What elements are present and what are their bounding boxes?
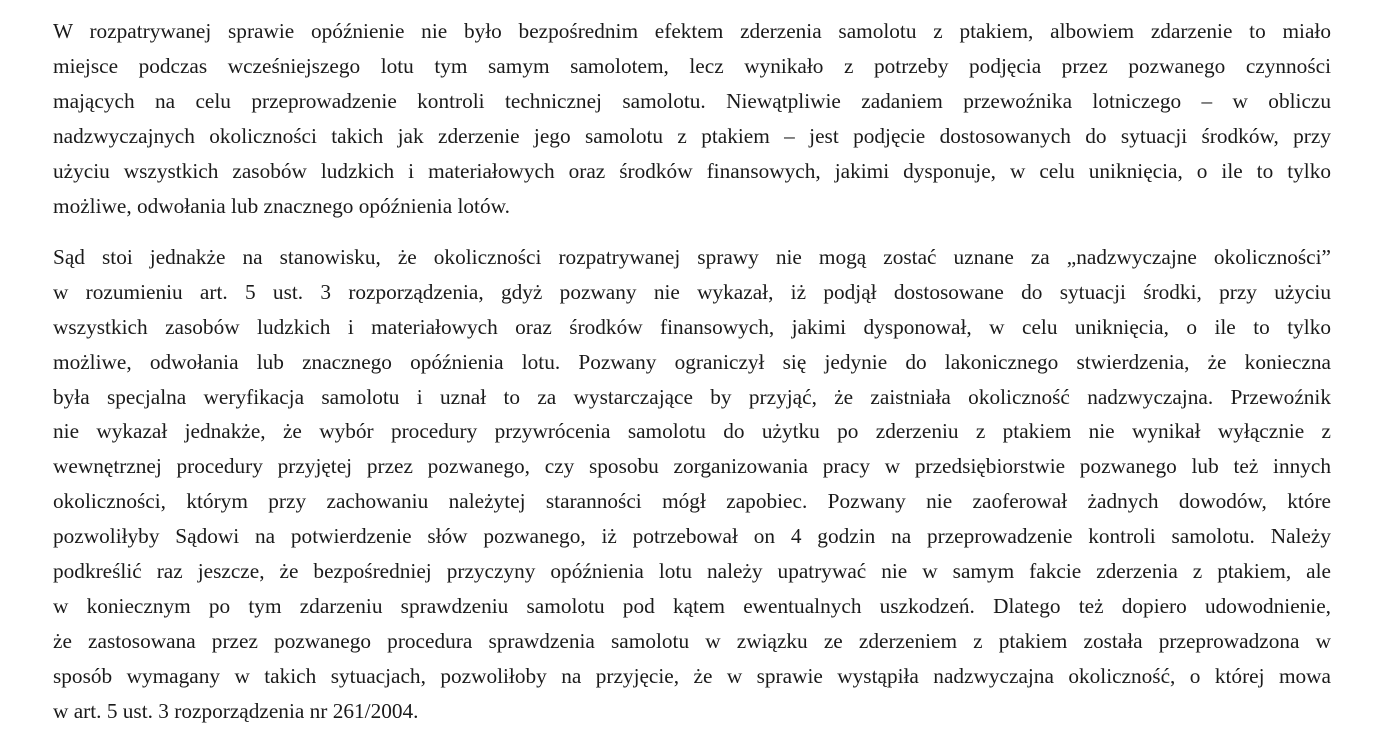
text-line: wszystkich zasobów ludzkich i materiałowych oraz środków finansowych, jakimi dysponował, w celu uniknięcia, o ile to tylko — [53, 314, 1331, 339]
text-line: okoliczności, którym przy zachowaniu należytej staranności mógł zapobiec. Pozwany nie zaoferował żadnych dowodów, które — [53, 489, 1331, 514]
text-line: sposób wymagany w takich sytuacjach, pozwoliłoby na przyjęcie, że w sprawie wystąpiła nadzwyczajna okoliczność, o której mowa — [53, 664, 1331, 689]
text-line: W rozpatrywanej sprawie opóźnienie nie było bezpośrednim efektem zderzenia samolotu z ptakiem, albowiem zdarzenie to miało — [53, 19, 1331, 43]
text-line: użyciu wszystkich zasobów ludzkich i materiałowych oraz środków finansowych, jakimi dysponuje, w celu uniknięcia, o ile to tylko — [53, 158, 1331, 183]
text-line: nie wykazał jednakże, że wybór procedury przywrócenia samolotu do użytku po zderzeniu z ptakiem nie wynikał wyłącznie z — [53, 419, 1331, 444]
text-line: nadzwyczajnych okoliczności takich jak zderzenie jego samolotu z ptakiem – jest podjęcie dostosowanych do sytuacji środków, przy — [53, 123, 1331, 148]
text-line: Sąd stoi jednakże na stanowisku, że okoliczności rozpatrywanej sprawy nie mogą zostać uznane za „nadzwyczajne okoliczności” — [53, 244, 1331, 269]
paragraph-2 — [53, 240, 1331, 729]
text-line: możliwe, odwołania lub znacznego opóźnienia lotów. — [53, 193, 510, 218]
text-line: mających na celu przeprowadzenie kontroli technicznej samolotu. Niewątpliwie zadaniem przewoźnika lotniczego – w obliczu — [53, 88, 1331, 113]
text-line: w rozumieniu art. 5 ust. 3 rozporządzenia, gdyż pozwany nie wykazał, iż podjął dostosowane do sytuacji środki, przy użyciu — [53, 279, 1331, 304]
paragraph-1 — [53, 14, 1331, 224]
text-line: była specjalna weryfikacja samolotu i uznał to za wystarczające by przyjąć, że zaistniała okoliczność nadzwyczajna. Przewoźnik — [53, 384, 1331, 409]
text-line: wewnętrznej procedury przyjętej przez pozwanego, czy sposobu zorganizowania pracy w przedsiębiorstwie pozwanego lub też innych — [53, 454, 1331, 479]
text-line: w art. 5 ust. 3 rozporządzenia nr 261/2004. — [53, 699, 419, 724]
text-line: w koniecznym po tym zdarzeniu sprawdzeniu samolotu pod kątem ewentualnych uszkodzeń. Dlatego też dopiero udowodnienie, — [53, 594, 1331, 619]
text-line: miejsce podczas wcześniejszego lotu tym samym samolotem, lecz wynikało z potrzeby podjęcia przez pozwanego czynności — [53, 53, 1331, 78]
document-body — [53, 14, 1331, 729]
text-line: że zastosowana przez pozwanego procedura sprawdzenia samolotu w związku ze zderzeniem z ptakiem została przeprowadzona w — [53, 629, 1331, 654]
text-line: pozwoliłyby Sądowi na potwierdzenie słów pozwanego, iż potrzebował on 4 godzin na przeprowadzenie kontroli samolotu. Należy — [53, 524, 1331, 549]
text-line: możliwe, odwołania lub znacznego opóźnienia lotu. Pozwany ograniczył się jedynie do lakonicznego stwierdzenia, że konieczna — [53, 349, 1331, 374]
text-line: podkreślić raz jeszcze, że bezpośredniej przyczyny opóźnienia lotu należy upatrywać nie w samym fakcie zderzenia z ptakiem, ale — [53, 559, 1331, 584]
